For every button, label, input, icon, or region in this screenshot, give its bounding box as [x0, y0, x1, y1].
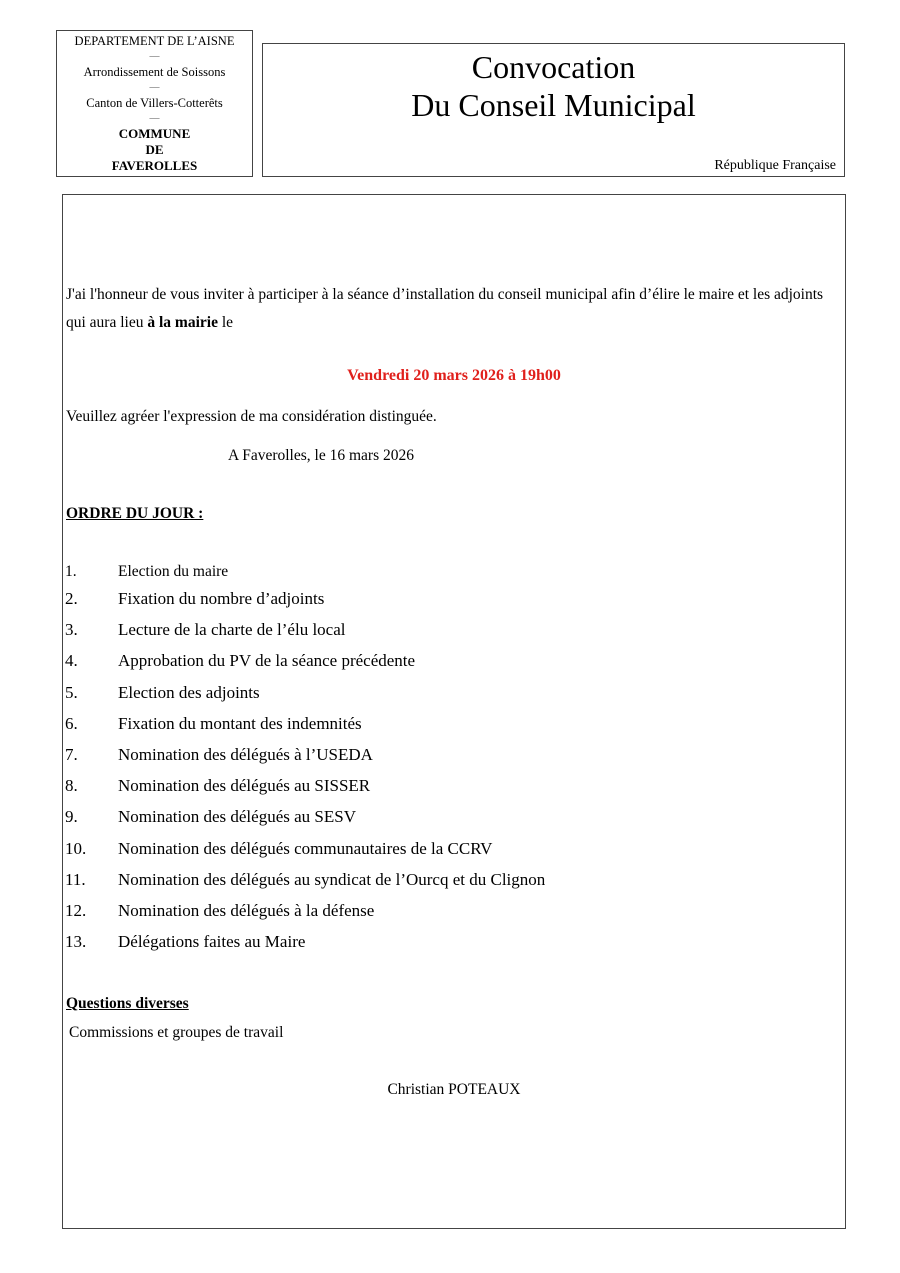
agenda-text: Fixation du nombre d’adjoints [118, 589, 325, 608]
agenda-text: Nomination des délégués communautaires de la CCRV [118, 838, 493, 858]
agenda-number: 8. [65, 776, 78, 796]
agenda-text: Lecture de la charte de l’élu local [118, 620, 346, 640]
separator-dash: — [149, 113, 160, 124]
closing-formula: Veuillez agréer l'expression de ma considération distinguée. [66, 408, 437, 425]
title-line-2: Du Conseil Municipal [411, 87, 696, 123]
administrative-header-box [56, 30, 253, 177]
departement-label: DEPARTEMENT DE L’AISNE [74, 34, 235, 48]
commune-label [57, 126, 252, 174]
page-title [263, 48, 844, 124]
agenda-text: Approbation du PV de la séance précédente [118, 651, 416, 671]
agenda-number: 11. [65, 869, 86, 889]
agenda-number: 4. [65, 651, 78, 671]
agenda-number: 2. [65, 589, 78, 608]
agenda-number: 10. [65, 838, 87, 858]
questions-title: Questions diverses [66, 995, 189, 1012]
place-and-date: A Faverolles, le 16 mars 2026 [228, 447, 414, 464]
commune-line-3: FAVEROLLES [111, 158, 198, 173]
intro-end: le [217, 314, 234, 331]
agenda-text: Election des adjoints [118, 682, 260, 702]
intro-text: J'ai l'honneur de vous inviter à participer à la séance d’installation du conseil municipal afin d’élire le maire et les adjoints qui aura lieu [66, 286, 824, 331]
agenda-title: ORDRE DU JOUR : [66, 505, 204, 522]
agenda-number: 6. [65, 713, 78, 733]
meeting-date: Vendredi 20 mars 2026 à 19h00 [347, 367, 561, 384]
agenda-number: 3. [65, 620, 78, 640]
agenda-text: Election du maire [118, 563, 229, 580]
agenda-text: Délégations faites au Maire [118, 932, 306, 952]
agenda-number: 9. [65, 807, 78, 827]
separator-dash: — [149, 82, 160, 93]
republique-label: République Française [714, 158, 836, 173]
agenda-text: Nomination des délégués à la défense [118, 900, 375, 920]
agenda-number: 13. [65, 932, 87, 952]
canton-label: Canton de Villers-Cotterêts [86, 96, 223, 110]
agenda-number: 1. [65, 563, 77, 580]
separator-dash: — [149, 51, 160, 62]
agenda-number: 7. [65, 744, 78, 764]
agenda-text: Nomination des délégués au syndicat de l’Ourcq et du Clignon [118, 869, 546, 889]
agenda-text: Fixation du montant des indemnités [118, 713, 362, 733]
agenda-number: 12. [65, 900, 87, 920]
agenda-text: Nomination des délégués au SISSER [118, 776, 371, 796]
title-line-1: Convocation [471, 49, 636, 85]
agenda-text: Nomination des délégués au SESV [118, 807, 356, 827]
convocation-body [62, 194, 846, 1229]
intro-location: à la mairie [147, 314, 218, 331]
commune-line-2: DE [145, 142, 164, 157]
signature: Christian POTEAUX [387, 1081, 521, 1098]
arrondissement-label: Arrondissement de Soissons [83, 65, 226, 79]
commune-line-1: COMMUNE [118, 126, 191, 141]
intro-paragraph [66, 281, 836, 337]
agenda-number: 5. [65, 682, 78, 702]
title-box [262, 43, 845, 177]
questions-text: Commissions et groupes de travail [69, 1024, 284, 1041]
agenda-text: Nomination des délégués à l’USEDA [118, 744, 373, 764]
